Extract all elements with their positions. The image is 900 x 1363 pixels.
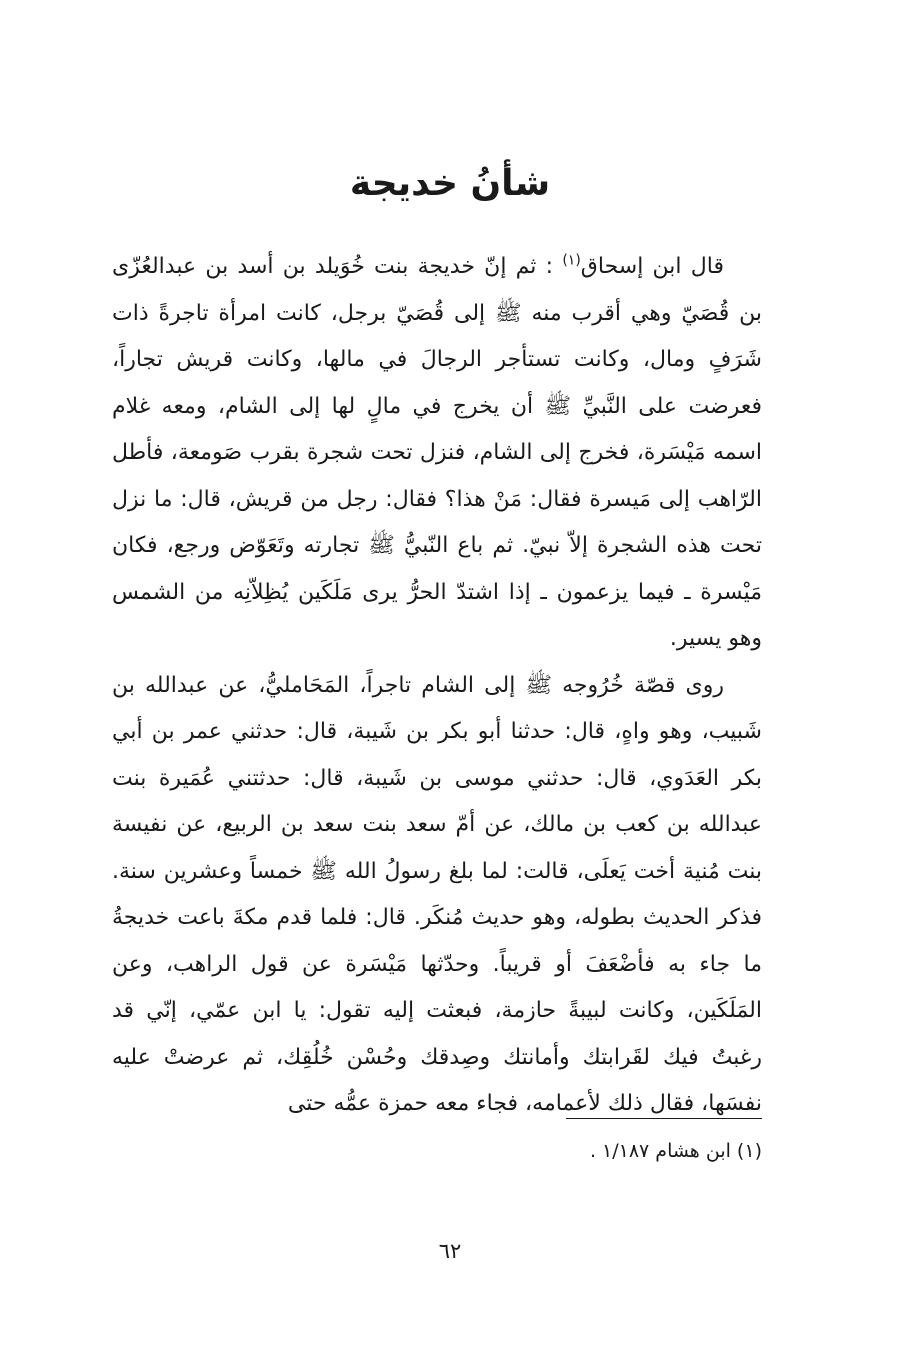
paragraph-2: روى قصّة خُرُوجه ﷺ إلى الشام تاجراً، المَحَامليُّ، عن عبدالله بن شَبيب، وهو واهٍ، قال: حدثنا أبو بكر بن شَيبة، قال: حدثني عمر بن أبي بكر العَدَوي، قال: حدثني موسى بن شَيبة، قال: حدثتني عُمَيرة بنت عبدالله بن كعب بن مالك، عن أمّ سعد بنت سعد بن الربيع، عن نفيسة بنت مُنية أخت يَعلَى، قالت: لما بلغ رسولُ الله ﷺ خمساً وعشرين سنة. فذكر الحديث بطوله، وهو حديث مُنكَر. قال: فلما قدم مكةَ باعت خديجةُ ما جاء به فأضْعَفَ أو قريباً. وحدّثها مَيْسَرة عن قول الراهب، وعن المَلَكَين، وكانت لبيبةً حازمة، فبعثت إليه تقول: يا ابن عمّي، إنّي قد رغبتُ فيك لقَرابتك وأمانتك وصِدقك وحُسْن خُلُقِك، ثم عرضتْ عليه نفسَها، فقال ذلك لأعمامه، فجاء معه حمزة عمُّه حتى xyxy=(112,672,762,1116)
paragraph-1 xyxy=(112,244,762,663)
page-number: ٦٢ xyxy=(438,1239,462,1263)
footnote-1: (١) ابن هشام ١/١٨٧ . xyxy=(589,1140,762,1162)
footnote-reference-1: (١) xyxy=(562,252,581,269)
paragraph-1-text: : ثم إنّ خديجة بنت خُوَيلد بن أسد بن عبدالعُزّى بن قُصَيّ وهي أقرب منه ﷺ إلى قُصَيّ برجل، كانت امرأة تاجرةً ذات شَرَفٍ ومال، وكانت تستأجر الرجالَ في مالها، وكانت قريش تجاراً، فعرضت على النَّبيِّ ﷺ أن يخرج في مالٍ لها إلى الشام، ومعه غلام اسمه مَيْسَرة، فخرج إلى الشام، فنزل تحت شجرة بقرب صَومعة، فأطل الرّاهب إلى مَيسرة فقال: مَنْ هذا؟ فقال: رجل من قريش، قال: ما نزل تحت هذه الشجرة إلاّ نبيّ. ثم باع النّبيُّ ﷺ تجارته وتَعَوّض ورجع، فكان مَيْسرة ـ فيما يزعمون ـ إذا اشتدّ الحرُّ يرى مَلَكَين يُظِلاّنِه من الشمس وهو يسير. xyxy=(112,254,762,651)
paragraph-1-lead: قال ابن إسحاق xyxy=(580,254,724,279)
footnote-divider xyxy=(566,1118,762,1119)
chapter-body xyxy=(112,244,762,1128)
chapter-title: شأنُ خديجة xyxy=(349,163,551,205)
